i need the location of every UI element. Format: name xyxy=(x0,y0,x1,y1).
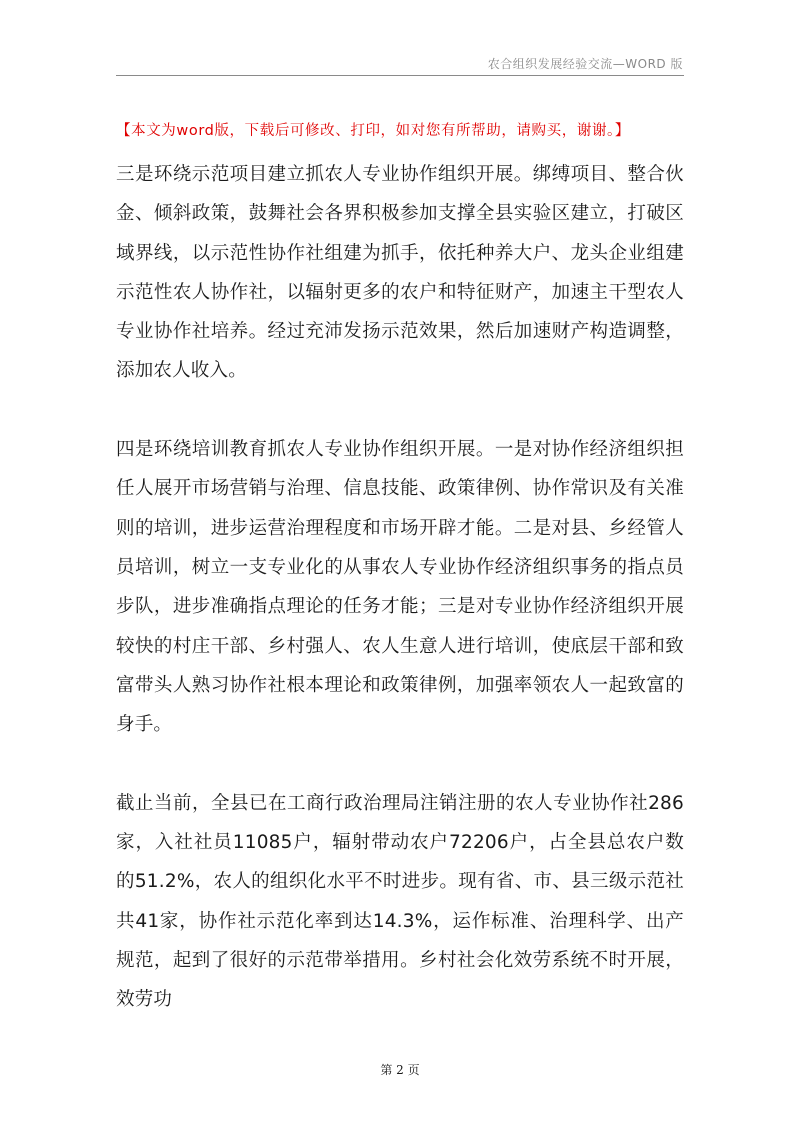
download-notice: 【本文为word版，下载后可修改、打印，如对您有所帮助，请购买，谢谢。】 xyxy=(116,123,630,139)
paragraph-current-status: 截止当前，全县已在工商行政治理局注销注册的农人专业协作社286家，入社社员11085户，辐射带动农户72206户，占全县总农户数的51.2%，农人的组织化水平不时进步。现有省、市、县三级示范社共41家，协作社示范化率到达14.3%，运作标准、治理科学、出产规范，起到了很好的示范带举措用。乡村社会化效劳系统不时开展，效劳功 xyxy=(116,792,684,1011)
paragraph-training-education: 四是环绕培训教育抓农人专业协作组织开展。一是对协作经济组织担任人展开市场营销与治理、信息技能、政策律例、协作常识及有关准则的培训，进步运营治理程度和市场开辟才能。二是对县、乡经管人员培训，树立一支专业化的从事农人专业协作经济组织事务的指点员步队，进步准确指点理论的任务才能；三是对专业协作经济组织开展较快的村庄干部、乡村强人、农人生意人进行培训，使底层干部和致富带头人熟习协作社根本理论和政策律例，加强率领农人一起致富的身手。 xyxy=(116,439,684,736)
page-number: 第 2 页 xyxy=(380,1063,420,1077)
document-body xyxy=(116,155,684,1020)
header-divider xyxy=(116,75,684,76)
running-header: 农合组织发展经验交流—WORD 版 xyxy=(487,57,683,71)
paragraph-demonstration-projects: 三是环绕示范项目建立抓农人专业协作组织开展。绑缚项目、整合伙金、倾斜政策，鼓舞社会各界积极参加支撑全县实验区建立，打破区域界线，以示范性协作社组建为抓手，依托种养大户、龙头企业组建示范性农人协作社，以辐射更多的农户和特征财产，加速主干型农人专业协作社培养。经过充沛发扬示范效果，然后加速财产构造调整，添加农人收入。 xyxy=(116,164,684,382)
